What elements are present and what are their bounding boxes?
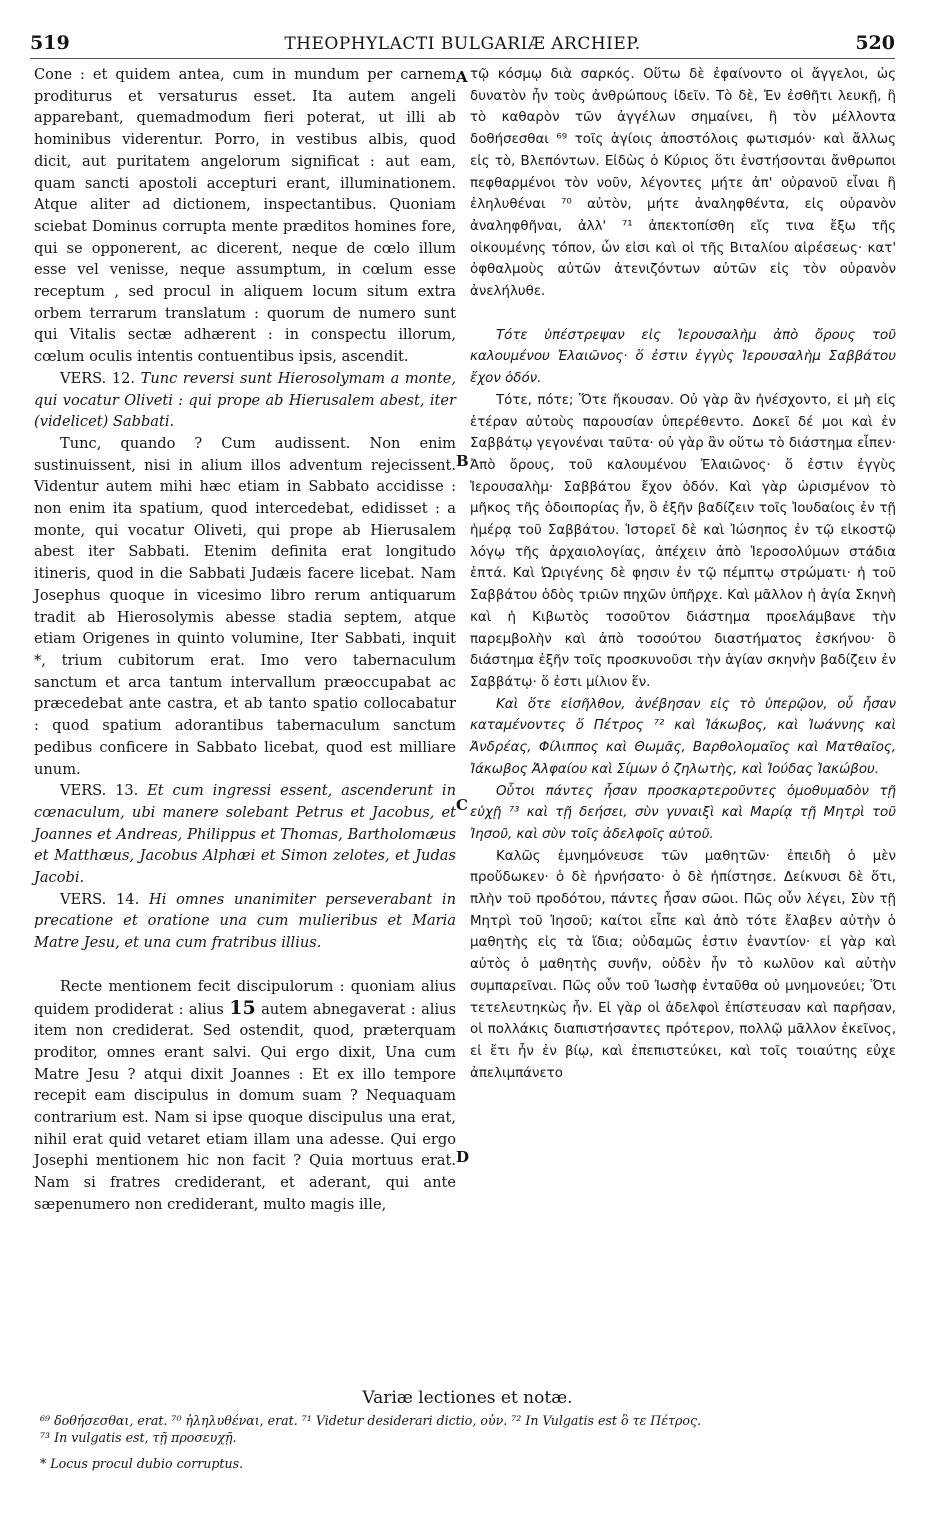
greek-paragraph-2: Τότε, πότε; Ὅτε ἤκουσαν. Οὐ γὰρ ἂν ἠνέσχοντο, εἰ μὴ εἰς ἑτέραν αὐτοὺς παρουσίαν ὑπερέθεντο. Δοκεῖ δέ μοι καὶ ἐν Σαββάτῳ γεγονέναι ταῦτα· οὐ γὰρ ἂν οὕτω τὸ διάστημα εἶπεν· Ἀπὸ ὄρους, τοῦ καλουμένου Ἐλαιῶνος· ὅ ἐστιν ἐγγὺς Ἱερουσαλὴμ· Σαββάτου ἔχον ὁδόν. Καὶ γὰρ ὡρισμένον τὸ μῆκος τῆς ὁδοιπορίας ἦν, ὃ ἐξῆν βαδίζειν τοῖς Ἰουδαίοις ἐν τῇ ἡμέρᾳ τοῦ Σαββάτου. Ἱστορεῖ δὲ καὶ Ἰώσηπος ἐν τῷ εἰκοστῷ λόγῳ τῆς ἀρχαιολογίας, ἀπέχειν ἀπὸ Ἱεροσολύμων στάδια ἑπτά. Καὶ Ὠριγένης δὲ φησιν ἐν τῷ πέμπτῳ στρώματι· ἡ τοῦ Σαββάτου ὁδὸς τριῶν πηχῶν ὑπῆρχε. Καὶ μᾶλλον ἡ ἁγία Σκηνὴ καὶ ἡ Κιβωτὸς τοσοῦτον διάστημα προελάμβανε τὴν παρεμβολὴν καὶ ἀπὸ τοσούτου διαστήματος ἐσκήνου· ὃ διάστημα ἐξῆν τοῖς προσκυνοῦσι τὴν ἁγίαν σκηνὴν βαδίζειν ἐν Σαββάτῳ· ὅ ἐστι μίλιον ἕν. [470,392,896,690]
greek-column [470,64,896,1084]
latin-verse-13 [34,780,456,889]
margin-letter-a: A [456,68,468,86]
page-number-left: 519 [30,32,70,54]
footnotes-title: Variæ lectiones et notæ. [362,1388,573,1408]
latin-column [34,64,456,1216]
margin-letter-c: C [456,796,468,814]
greek-verse-14: Οὗτοι πάντες ἦσαν προσκαρτεροῦντες ὁμοθυμαδὸν τῇ εὐχῇ ⁷³ καὶ τῇ δεήσει, σὺν γυναιξὶ καὶ Μαρίᾳ τῇ Μητρὶ τοῦ Ἰησοῦ, καὶ σὺν τοῖς ἀδελφοῖς αὐτοῦ. [470,783,896,842]
footnotes [40,1388,895,1471]
latin-verse-12 [34,368,456,433]
verse-label: VERS. 13. [60,782,139,800]
latin-verse-14 [34,889,456,954]
latin-paragraph-2: Tunc, quando ? Cum audissent. Non enim sustinuissent, nisi in alium illos adventum rejecissent. Videntur autem mihi hæc etiam in Sabbato accidisse : non enim ita spatium, quod intercedebat, edidisset : a monte, qui vocatur Oliveti, qui prope ab Hierusalem abest iter Sabbati. Etenim definita erat longitudo itineris, quod in die Sabbati Judæis facere licebat. Nam Josephus quoque in vicesimo libro rerum antiquarum tradit ab Hierosolymis abesse stadia septem, atque etiam Origenes in quinto volumine, Iter Sabbati, inquit *, trium cubitorum erat. Imo vero tabernaculum sanctum et arca tantum intervallum præoccupabat ac præcedebat ante castra, et ab tanto spatio collocabatur : quod spatium adorantibus tabernaculum sanctum pedibus conficere in Sabbato licebat, quod est milliare unum. [34,434,456,778]
margin-letter-b: B [456,452,469,470]
footnote-line: ⁶⁹ δοθήσεσθαι, erat. ⁷⁰ ἠληλυθέναι, erat. ⁷¹ Videtur desiderari dictio, οὐν. ⁷² In Vulgatis est ὃ τε Πέτρος. [40,1413,702,1428]
text-run: autem abnegaverat : alius item non crediderat. Sed ostendit, quod, præterquam proditor, omnes erant salvi. Qui ergo dixit, Una cum Matre Jesu ? atqui dixit Joannes : Et ex illo tempore recepit eam discipulus in domum suam ? Nequaquam contrarium est. Nam si ipse quoque discipulus una erat, nihil erat quid vetaret etiam illam una adesse. Qui ergo Josephi mentionem hic non facit ? Quia mortuus erat. Nam si fratres crediderant, et aderant, qui ante sæpenumero non crediderant, multo magis ille, [34,1000,457,1213]
verse-label: VERS. 12. [60,369,136,387]
verse-text: Tunc reversi sunt Hierosolymam a monte, qui vocatur Oliveti : qui prope ab Hierusalem abest, iter (videlicet) Sabbati. [34,369,456,431]
latin-paragraph-1: Cone : et quidem antea, cum in mundum per carnem proditurus et versaturus esset. Ita autem angeli apparebant, quemadmodum fieri poterat, ut illi ab hominibus viderentur. Porro, in vestibus albis, quod dicit, aut puritatem angelorum significat : aut eam, quam sancti apostoli accepturi erant, illuminationem. Atque aliter ad dictionem, inspectantibus. Quoniam sciebat Dominus corrupta mente præditos homines fore, qui se opponerent, ac dicerent, neque de cœlo illum esse vel venisse, neque assumptum, in cœlum esse receptum , sed procul in aliquem locum situm extra orbem terrarum translatum : quorum de numero sunt qui Vitalis sectæ adhærent : in conspectu illorum, cœlum oculis intentis contuentibus ipsis, ascendit. [34,66,456,366]
text-run: Recte mentionem fecit discipulorum : quoniam alius quidem prodiderat : alius [34,977,456,1018]
footnote-line: ⁷³ In vulgatis est, τῇ προσευχῇ. [40,1430,237,1445]
verse-text: Hi omnes unanimiter perseverabant in precatione et oratione una cum mulieribus et Maria Matre Jesu, et una cum fratribus illius. [34,890,456,952]
greek-paragraph-3: Καλῶς ἐμνημόνευσε τῶν μαθητῶν· ἐπειδὴ ὁ μὲν προὔδωκεν· ὁ δὲ ἠρνήσατο· ὁ δὲ ἠπίστησε. Δείκνυσι δὲ ὅτι, πλὴν τοῦ προδότου, πάντες ἦσαν σῶοι. Πῶς οὖν λέγει, Σὺν τῇ Μητρὶ τοῦ Ἰησοῦ; καίτοι εἶπε καὶ ἀπὸ τότε ἔλαβεν αὐτὴν ὁ μαθητὴς εἰς τὰ ἴδια; οὐδαμῶς ἐστιν ἐναντίον· εἰ γὰρ καὶ αὐτὸς ὁ μαθητὴς συνῆν, οὐδὲν ἦν τὸ κωλῦον καὶ αὐτὴν συμπαρεῖναι. Πῶς οὖν τοῦ Ἰωσὴφ ἐνταῦθα οὐ μνημονεύει; Ὅτι τετελευτηκὼς ἦν. Εἰ γὰρ οἱ ἀδελφοὶ ἐπίστευσαν καὶ παρῆσαν, οἱ πολλάκις διαπιστήσαντες πρότερον, πολλῷ μᾶλλον ἐκεῖνος, εἰ ἔτι ἦν ἐν βίῳ, καὶ ἐπεπιστεύκει, καὶ τοῖς τοιαύτης εὐχε ἀπελιμπάνετο [470,848,896,1081]
latin-paragraph-3 [34,976,456,1216]
column-marker: 15 [229,996,256,1019]
spacer [34,954,456,976]
page-header [30,28,895,59]
footnote-line: * Locus procul dubio corruptus. [40,1456,244,1471]
greek-verse-13: Καὶ ὅτε εἰσῆλθον, ἀνέβησαν εἰς τὸ ὑπερῷον, οὗ ἦσαν καταμένοντες ὅ Πέτρος ⁷² καὶ Ἰάκωβος, καὶ Ἰωάννης καὶ Ἀνδρέας, Φίλιππος καὶ Θωμᾶς, Βαρθολομαῖος καὶ Ματθαῖος, Ἰάκωβος Ἀλφαίου καὶ Σίμων ὁ ζηλωτὴς, καὶ Ἰούδας Ἰακώβου. [470,696,896,777]
margin-letter-d: D [456,1148,470,1166]
greek-verse-12: Τότε ὑπέστρεψαν εἰς Ἱερουσαλὴμ ἀπὸ ὄρους τοῦ καλουμένου Ἐλαιῶνος· ὅ ἐστιν ἐγγὺς Ἱερουσαλὴμ Σαββάτου ἔχον ὁδόν. [470,327,896,387]
greek-paragraph-1: τῷ κόσμῳ διὰ σαρκός. Οὕτω δὲ ἐφαίνοντο οἱ ἄγγελοι, ὡς δυνατὸν ἦν τοὺς ἀνθρώπους ἰδεῖν. Τὸ δὲ, Ἐν ἐσθῆτι λευκῇ, ἢ τὸ καθαρὸν τῶν ἀγγέλων σημαίνει, ἢ τὸν μέλλοντα δοθήσεσθαι ⁶⁹ τοῖς ἁγίοις ἀποστόλοις φωτισμόν· καὶ ἄλλως εἰς τὸ, Βλεπόντων. Εἰδὼς ὁ Κύριος ὅτι ἐνστήσονται ἄνθρωποι πεφθαρμένοι τὸν νοῦν, λέγοντες μήτε ἀπ' οὐρανοῦ εἶναι ἢ ἐληλυθέναι ⁷⁰ αὐτὸν, μήτε ἀναληφθέντα, εἰς οὐρανὸν ἀναληφθῆναι, ἀλλ' ⁷¹ ἀπεκτοπίσθη εἴς τινα ἔξω τῆς οἰκουμένης τόπον, ὧν εἰσι καὶ οἱ τῆς Βιταλίου αἱρέσεως· κατ' ὀφθαλμοὺς αὐτῶν ἀτενιζόντων αὐτῶν εἰς τὸν οὐρανὸν ἀνελήλυθε. [470,67,896,300]
verse-label: VERS. 14. [60,890,140,908]
spacer [470,303,896,325]
running-title: THEOPHYLACTI BULGARIÆ ARCHIEP. [284,34,641,54]
page-number-right: 520 [855,32,895,54]
verse-text: Et cum ingressi essent, ascenderunt in cœnaculum, ubi manere solebant Petrus et Jacobus, et Joannes et Andreas, Philippus et Thomas, Bartholomæus et Matthæus, Jacobus Alphæi et Simon zelotes, et Judas Jacobi. [34,782,456,887]
